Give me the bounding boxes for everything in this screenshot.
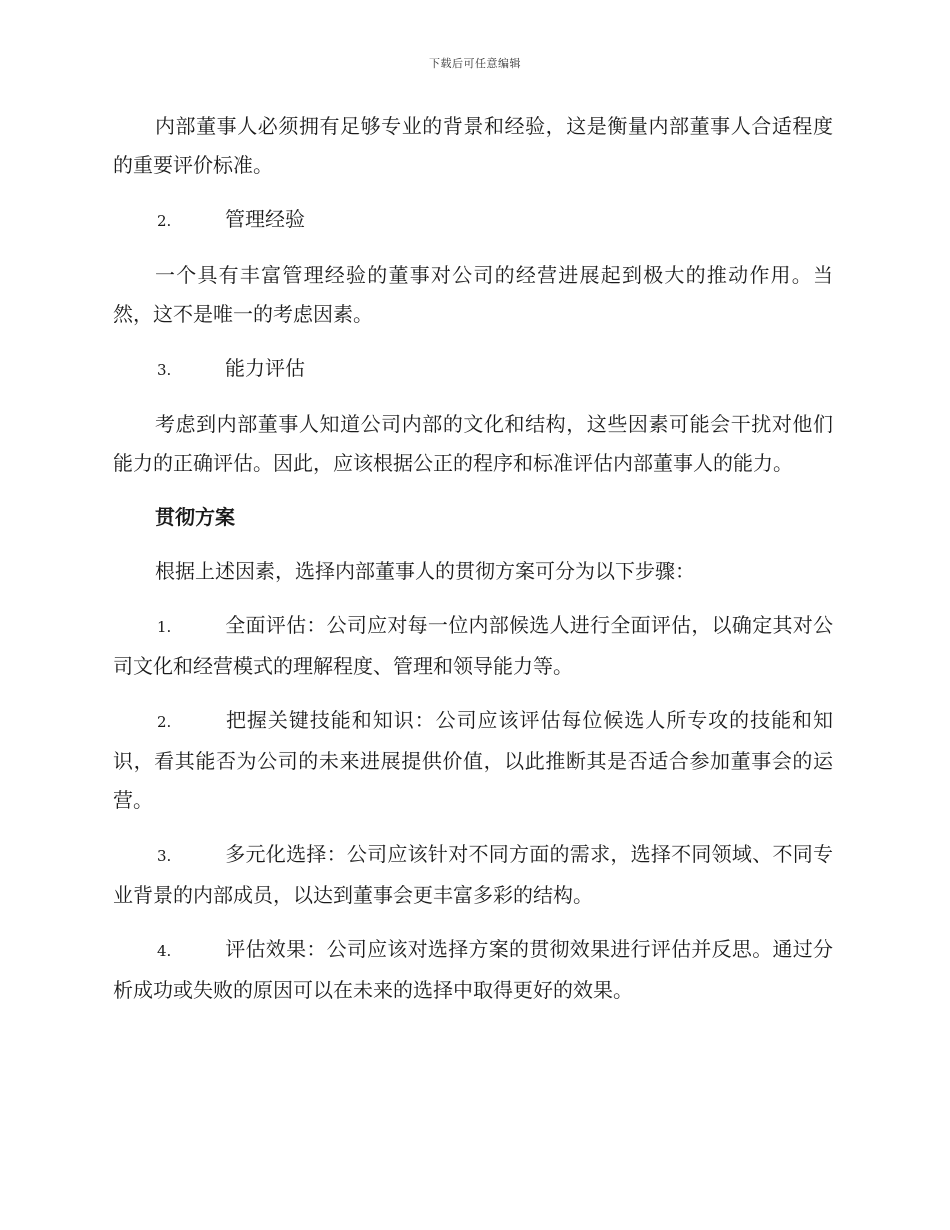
step-text: 多元化选择：公司应该针对不同方面的需求，选择不同领域、不同专业背景的内部成员，以达到董事会更丰富多彩的结构。: [113, 842, 833, 907]
list-item-text: 能力评估: [225, 356, 305, 380]
paragraph: 内部董事人必须拥有足够专业的背景和经验，这是衡量内部董事人合适程度的重要评价标准。: [113, 114, 833, 177]
step-item: [113, 701, 833, 820]
document-body: [113, 107, 833, 1010]
list-number: 3.: [157, 361, 172, 379]
paragraph: 一个具有丰富管理经验的董事对公司的经营进展起到极大的推动作用。当然，这不是唯一的考虑因素。: [113, 263, 833, 326]
list-item: [113, 200, 833, 241]
step-number: 3.: [157, 847, 172, 865]
list-item: [113, 349, 833, 390]
page-header: 下载后可任意编辑: [429, 57, 521, 70]
section-heading: 贯彻方案: [155, 505, 235, 529]
paragraph: 根据上述因素，选择内部董事人的贯彻方案可分为以下步骤：: [155, 559, 695, 583]
list-item-text: 管理经验: [225, 207, 305, 231]
step-item: [113, 930, 833, 1010]
list-number: 2.: [157, 212, 172, 230]
step-item: [113, 606, 833, 686]
step-number: 4.: [157, 942, 172, 960]
step-number: 2.: [157, 713, 172, 731]
step-number: 1.: [157, 618, 172, 636]
step-text: 全面评估：公司应对每一位内部候选人进行全面评估，以确定其对公司文化和经营模式的理解程度、管理和领导能力等。: [113, 613, 833, 678]
step-text: 把握关键技能和知识：公司应该评估每位候选人所专攻的技能和知识，看其能否为公司的未来进展提供价值，以此推断其是否适合参加董事会的运营。: [113, 708, 833, 812]
step-text: 评估效果：公司应该对选择方案的贯彻效果进行评估并反思。通过分析成功或失败的原因可以在未来的选择中取得更好的效果。: [113, 937, 833, 1002]
paragraph: 考虑到内部董事人知道公司内部的文化和结构，这些因素可能会干扰对他们能力的正确评估。因此，应该根据公正的程序和标准评估内部董事人的能力。: [113, 412, 833, 475]
step-item: [113, 835, 833, 915]
